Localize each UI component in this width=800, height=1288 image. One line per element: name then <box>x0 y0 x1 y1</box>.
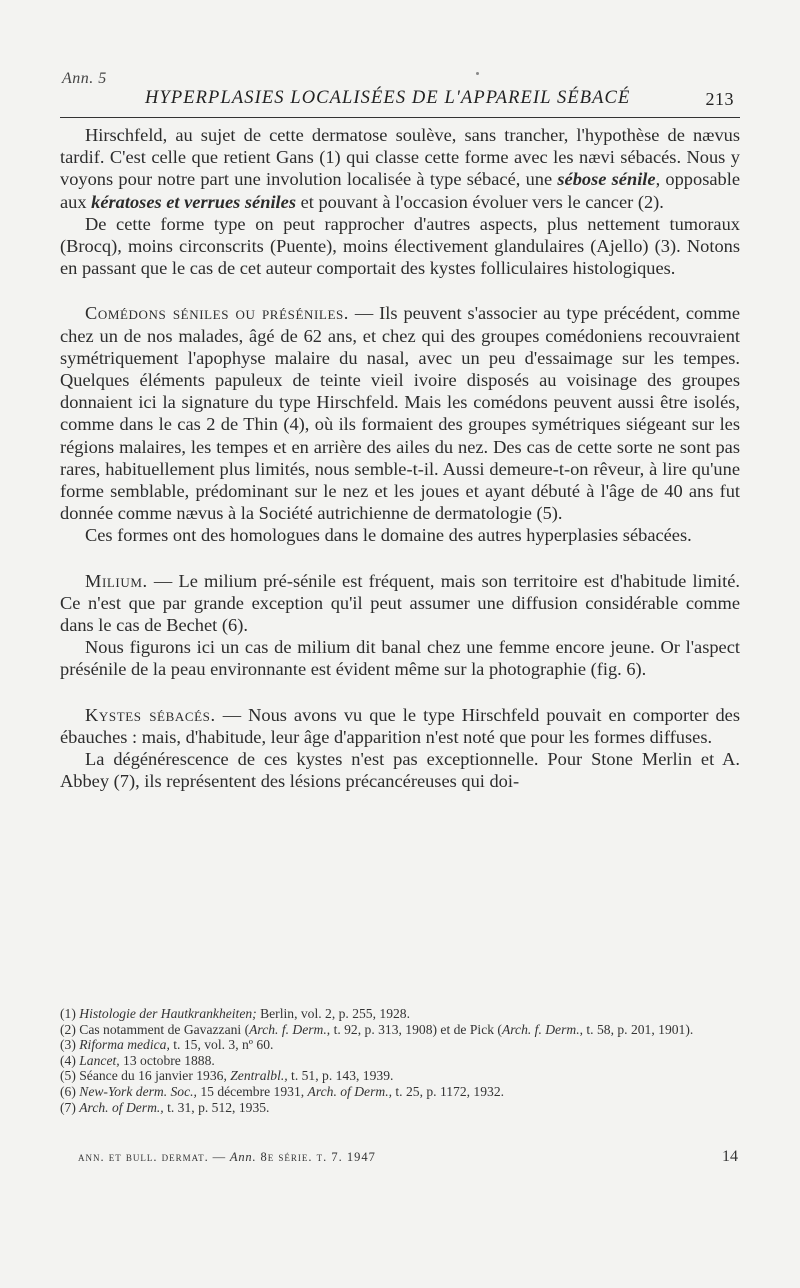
footnote-reference: , t. 58, p. 201, 1901). <box>579 1021 694 1037</box>
paragraph-comedons-text: — Ils peuvent s'associer au type précédent, comme chez un de nos malades, âgé de 62 ans, et chez qui des groupes comédoniens recouvraient symétriquement l'apophyse malaire du nasal, avec un peu d'essaimage sur les tempes. Quelques éléments papuleux de teinte vieil ivoire disposés au voisinage des groupes donnaient ici la signature du type Hirschfeld. Mais les comédons peuvent aussi être isolés, comme dans le cas 2 de Thin (4), où ils formaient des groupes symétriques siégeant sur les régions malaires, les tempes et en arrière des ailes du nez. Des cas de cette sorte ne sont pas rares, habituellement plus limités, nous semble-t-il. Aussi demeure-t-on rêveur, à lire qu'une forme semblable, prédominant sur le nez et les joues et ayant débuté à l'âge de 40 ans fut donnée comme nævus à la Société autrichienne de dermatologie (5). <box>60 303 740 524</box>
paragraph-1-text-a: Hirschfeld, au sujet de cette dermatose soulève, sans trancher, l'hypothèse de nævus tardif. C'est celle que retient Gans (1) qui classe cette forme avec les nævi sébacés. Nous y voyons pour notre part une involution localisée à type sébacé, une <box>60 125 740 190</box>
footnote-number: (2) <box>60 1021 80 1037</box>
paragraph-kystes <box>60 704 740 748</box>
footnote-4 <box>60 1053 740 1069</box>
paragraph-1-emphasis-1: sébose sénile <box>557 169 656 190</box>
paragraph-kystes-text: — Nous avons vu que le type Hirschfeld pouvait en comporter des ébauches : mais, d'habitude, leur âge d'apparition n'est noté que pour les formes diffuses. <box>60 704 740 747</box>
footnote-number: (7) <box>60 1099 80 1115</box>
speck-mark <box>476 72 479 75</box>
paragraph-1-text-c: et pouvant à l'occasion évoluer vers le cancer (2). <box>296 191 664 212</box>
footnote-title: New-York derm. Soc., <box>79 1083 197 1099</box>
footnote-title: Histologie der Hautkrankheiten; <box>79 1006 257 1021</box>
footnote-number: (5) <box>60 1068 80 1084</box>
corner-note: Ann. 5 <box>62 70 107 87</box>
footnote-3 <box>60 1037 740 1053</box>
paragraph-4: Ces formes ont des homologues dans le domaine des autres hyperplasies sébacées. <box>85 525 692 546</box>
footnote-2 <box>60 1022 740 1038</box>
footnote-7 <box>60 1100 740 1116</box>
footnote-text: Cas notamment de Gavazzani ( <box>79 1021 250 1037</box>
paragraph-1 <box>60 124 740 213</box>
footnote-number: (3) <box>60 1037 80 1053</box>
header-rule <box>60 117 740 118</box>
footnote-number: (1) <box>60 1006 80 1021</box>
paragraph-8: La dégénérescence de ces kystes n'est pas exceptionnelle. Pour Stone Merlin et A. Abbey (7), ils représentent des lésions précancéreuses qui doi- <box>60 749 740 792</box>
footnote-reference: t. 25, p. 1172, 1932. <box>392 1083 505 1099</box>
footnote-reference: Berlin, vol. 2, p. 255, 1928. <box>256 1006 410 1021</box>
footnote-1 <box>60 1006 740 1022</box>
footnote-number: (4) <box>60 1052 80 1068</box>
footnote-reference: t. 31, p. 512, 1935. <box>163 1099 270 1115</box>
footnote-title: Arch. of Derm., <box>79 1099 164 1115</box>
footer-series: 8e série. t. 7. 1947 <box>256 1150 376 1164</box>
signature-number: 14 <box>722 1148 738 1165</box>
page-footer <box>60 1148 740 1168</box>
footnote-title: Arch. f. Derm. <box>501 1021 580 1037</box>
paragraph-comedons <box>60 302 740 524</box>
footnote-6 <box>60 1084 740 1100</box>
footer-dash: — <box>208 1150 230 1164</box>
footnotes <box>60 1006 740 1115</box>
footer-journal-abbrev: ann. et bull. dermat. <box>78 1150 209 1164</box>
section-heading-kystes: Kystes sébacés. <box>85 704 216 725</box>
footnote-reference: t. 15, vol. 3, nº 60. <box>169 1037 274 1053</box>
footnote-reference: 13 octobre 1888. <box>119 1052 215 1068</box>
paragraph-2: De cette forme type on peut rapprocher d'autres aspects, plus nettement tumoraux (Brocq), moins circonscrits (Puente), moins électivement glandulaires (Ajello) (3). Notons en passant que le cas de cet auteur comportait des kystes folliculaires histologiques. <box>60 213 740 279</box>
running-head <box>60 88 740 112</box>
footnote-5 <box>60 1068 740 1084</box>
section-heading-milium: Milium. <box>85 570 148 591</box>
footnote-title: Lancet, <box>79 1052 120 1068</box>
running-head-title: HYPERPLASIES LOCALISÉES DE L'APPAREIL SÉBACÉ <box>145 88 631 108</box>
paragraph-milium <box>60 570 740 637</box>
footnote-title: Arch. of Derm., <box>307 1083 392 1099</box>
footnote-title: Zentralbl., <box>230 1068 288 1084</box>
footnote-reference: t. 51, p. 143, 1939. <box>287 1068 394 1084</box>
footer-journal: Ann. <box>229 1150 257 1164</box>
page-number: 213 <box>705 89 734 109</box>
section-heading-comedons: Comédons séniles ou préséniles. <box>85 303 350 324</box>
paragraph-6: Nous figurons ici un cas de milium dit banal chez une femme encore jeune. Or l'aspect présénile de la peau environnante est évident même sur la photographie (fig. 6). <box>60 637 740 680</box>
footnote-title: Arch. f. Derm. <box>249 1021 327 1037</box>
paragraph-1-text-b: , opposable aux <box>60 169 740 212</box>
footnote-title: Riforma medica, <box>79 1037 170 1053</box>
footnote-reference: , t. 92, p. 313, 1908) et de Pick ( <box>326 1021 502 1037</box>
paragraph-milium-text: — Le milium pré-sénile est fréquent, mais son territoire est d'habitude limité. Ce n'est que par grande exception qu'il peut assumer une diffusion considérable comme dans le cas de Bechet (6). <box>60 570 740 636</box>
footnote-number: (6) <box>60 1083 80 1099</box>
footnote-reference: 15 décembre 1931, <box>196 1083 308 1099</box>
paragraph-1-emphasis-2: kératoses et verrues séniles <box>91 191 296 212</box>
footnote-text: Séance du 16 janvier 1936, <box>79 1068 231 1084</box>
body-text <box>60 124 740 792</box>
footer-citation <box>78 1150 376 1165</box>
